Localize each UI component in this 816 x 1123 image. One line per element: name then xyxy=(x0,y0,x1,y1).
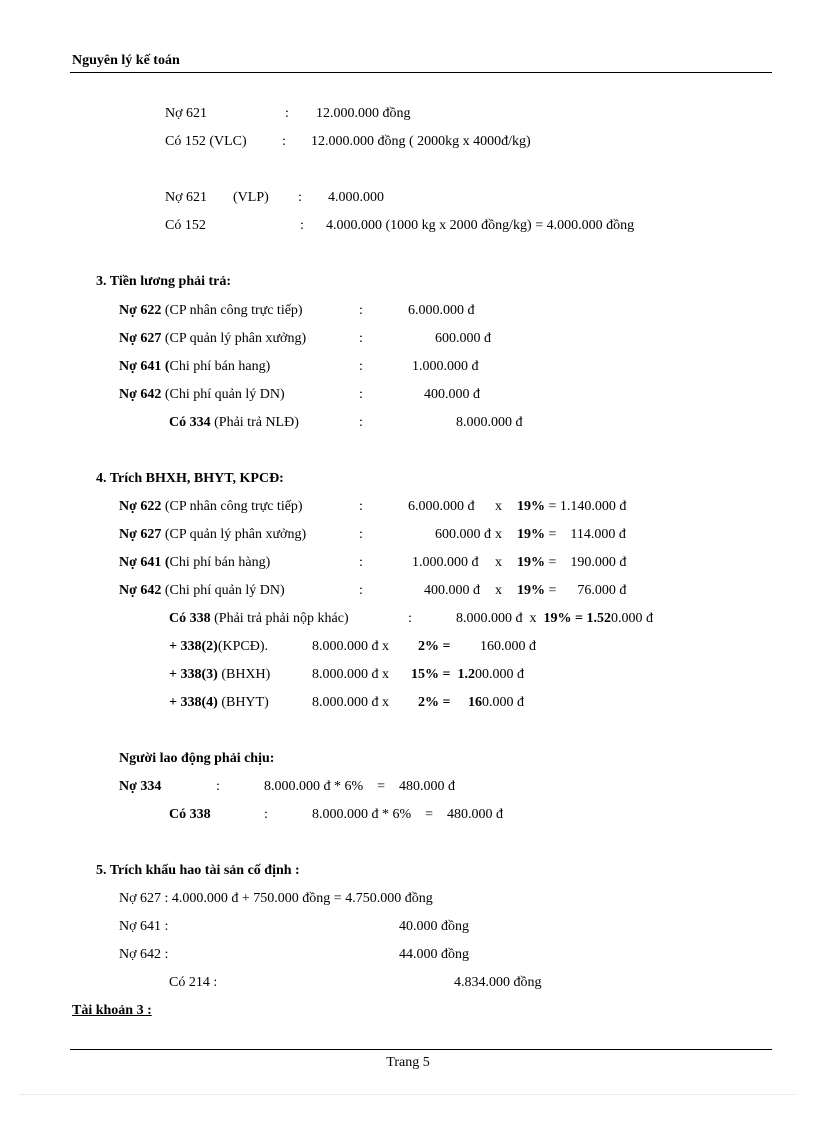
rate: 2% = xyxy=(418,639,451,654)
amount: 8.000.000 đ * 6% = 480.000 đ xyxy=(312,807,504,822)
times: x xyxy=(495,499,502,514)
salary-642: Nợ 642 (Chi phí quản lý DN) xyxy=(119,387,285,402)
colon: : xyxy=(359,387,363,402)
ins-642: Nợ 642 (Chi phí quản lý DN) xyxy=(119,583,285,598)
ins-641: Nợ 641 (Chi phí bán hàng) xyxy=(119,555,271,570)
label-vlp: (VLP) xyxy=(233,190,269,205)
colon: : xyxy=(298,190,302,205)
salary-622: Nợ 622 (CP nhân công trực tiếp) xyxy=(119,303,303,318)
section-4-title: 4. Trích BHXH, BHYT, KPCĐ: xyxy=(96,471,284,486)
result: 160.000 đ xyxy=(480,639,536,654)
account-3-heading: Tài khoản 3 : xyxy=(72,1003,152,1018)
ins-622: Nợ 622 (CP nhân công trực tiếp) xyxy=(119,499,303,514)
times: x xyxy=(495,583,502,598)
entry-credit-152-vlc: Có 152 (VLC) xyxy=(165,134,247,149)
salary-641: Nợ 641 (Chi phí bán hang) xyxy=(119,359,271,374)
rate-result: 8.000.000 đ x 19% = 1.520.000 đ xyxy=(456,611,653,626)
amount: 600.000 đ xyxy=(435,331,491,346)
amount: 600.000 đ xyxy=(435,527,491,542)
colon: : xyxy=(359,555,363,570)
ins-627: Nợ 627 (CP quản lý phân xưởng) xyxy=(119,527,307,542)
dep-641: Nợ 641 : xyxy=(119,919,169,934)
colon: : xyxy=(285,106,289,121)
page-header: Nguyên lý kế toán xyxy=(72,53,180,68)
ins-338-4: + 338(4) (BHYT) xyxy=(169,695,269,710)
entry-debit-621-vlp: Nợ 621 xyxy=(165,190,208,205)
colon: : xyxy=(359,415,363,430)
amount: 8.000.000 đ x xyxy=(312,639,389,654)
amount: 8.000.000 đ xyxy=(456,415,523,430)
footer-rule xyxy=(70,1049,772,1050)
rate-result: 19% = 76.000 đ xyxy=(517,583,627,598)
employee-portion-title: Người lao động phải chịu: xyxy=(119,751,275,766)
salary-334: Có 334 (Phải trả NLĐ) xyxy=(169,415,299,430)
amount: 12.000.000 đồng ( 2000kg x 4000đ/kg) xyxy=(311,134,531,149)
amount: 4.000.000 (1000 kg x 2000 đồng/kg) = 4.000.000 đồng xyxy=(326,218,635,233)
rate-result: 19% = 190.000 đ xyxy=(517,555,627,570)
colon: : xyxy=(264,807,268,822)
section-3-title: 3. Tiền lương phải trả: xyxy=(96,274,232,289)
page-edge xyxy=(20,1094,796,1095)
dep-642: Nợ 642 : xyxy=(119,947,169,962)
rate-result: 15% = 1.200.000 đ xyxy=(411,667,524,682)
colon: : xyxy=(216,779,220,794)
amount: 1.000.000 đ xyxy=(412,359,479,374)
amount: 6.000.000 đ xyxy=(408,303,475,318)
amount: 8.000.000 đ * 6% = 480.000 đ xyxy=(264,779,456,794)
amount: 1.000.000 đ xyxy=(412,555,479,570)
amount: 12.000.000 đồng xyxy=(316,106,411,121)
amount: 4.000.000 xyxy=(328,190,384,205)
section-5-title: 5. Trích khấu hao tài sản cố định : xyxy=(96,863,300,878)
amount: 6.000.000 đ xyxy=(408,499,475,514)
credit-338: Có 338 xyxy=(169,807,211,822)
colon: : xyxy=(300,218,304,233)
ins-338: Có 338 (Phải trả phải nộp khác) xyxy=(169,611,349,626)
ins-338-2: + 338(2)(KPCĐ). xyxy=(169,639,268,654)
colon: : xyxy=(408,611,412,626)
colon: : xyxy=(359,527,363,542)
dep-214: Có 214 : xyxy=(169,975,218,990)
times: x xyxy=(495,555,502,570)
amount: 8.000.000 đ x xyxy=(312,695,389,710)
amount: 400.000 đ xyxy=(424,583,480,598)
amount: 4.834.000 đồng xyxy=(454,975,542,990)
times: x xyxy=(495,527,502,542)
amount: 44.000 đồng xyxy=(399,947,469,962)
debit-334: Nợ 334 xyxy=(119,779,162,794)
salary-627: Nợ 627 (CP quản lý phân xưởng) xyxy=(119,331,307,346)
header-rule xyxy=(70,72,772,73)
entry-debit-621: Nợ 621 xyxy=(165,106,208,121)
amount: 400.000 đ xyxy=(424,387,480,402)
colon: : xyxy=(359,331,363,346)
colon: : xyxy=(359,303,363,318)
colon: : xyxy=(359,499,363,514)
rate-result: 2% = 160.000 đ xyxy=(418,695,524,710)
ins-338-3: + 338(3) (BHXH) xyxy=(169,667,271,682)
colon: : xyxy=(359,359,363,374)
colon: : xyxy=(282,134,286,149)
amount: 40.000 đồng xyxy=(399,919,469,934)
page-number: Trang 5 xyxy=(386,1055,430,1070)
entry-credit-152: Có 152 xyxy=(165,218,206,233)
rate-result: 19% = 114.000 đ xyxy=(517,527,626,542)
colon: : xyxy=(359,583,363,598)
rate-result: 19% = 1.140.000 đ xyxy=(517,499,627,514)
amount: 8.000.000 đ x xyxy=(312,667,389,682)
dep-627: Nợ 627 : 4.000.000 đ + 750.000 đồng = 4.750.000 đồng xyxy=(119,891,433,906)
